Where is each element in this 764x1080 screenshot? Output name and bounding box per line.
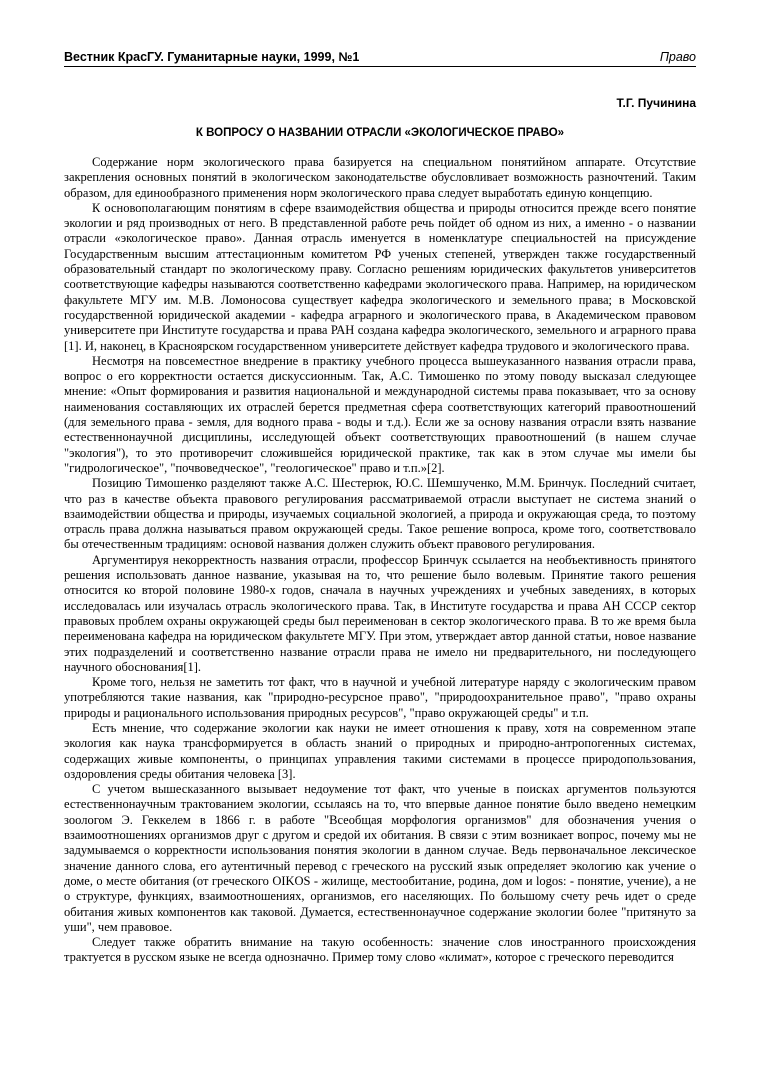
paragraph: Кроме того, нельзя не заметить тот факт, что в научной и учебной литературе наряду с экологическим правом употребляются такие названия, как "природно-ресурсное право", "природоохранительное право", "право охраны природы и рационального использования природных ресурсов", "право окружающей среды" и т.п.	[64, 675, 696, 720]
section-name: Право	[659, 50, 696, 64]
header-divider	[64, 66, 696, 67]
paragraph: Есть мнение, что содержание экологии как науки не имеет отношения к праву, хотя на современном этапе экология как наука трансформируется в область знаний о природных и природно-антропогенных системах, содержащих живые компоненты, о принципах управления такими системами в процессе природопользования, оздоровления среды обитания человека [3].	[64, 720, 696, 781]
article-title: К ВОПРОСУ О НАЗВАНИИ ОТРАСЛИ «ЭКОЛОГИЧЕСКОЕ ПРАВО»	[195, 127, 565, 139]
article-body	[64, 155, 696, 966]
running-header	[64, 44, 696, 64]
paragraph: Содержание норм экологического права базируется на специальном понятийном аппарате. Отсутствие закрепления основных понятий в экологическом законодательстве обусловливает возможность разночтений. Таким образом, для единообразного применения норм экологического права следует выработать единую концепцию.	[64, 155, 696, 200]
paragraph: Следует также обратить внимание на такую особенность: значение слов иностранного происхождения трактуется в русском языке не всегда однозначно. Пример тому слово «климат», которое с греческого переводится	[64, 935, 696, 965]
paragraph: Позицию Тимошенко разделяют также А.С. Шестерюк, Ю.С. Шемшученко, М.М. Бринчук. Последний считает, что раз в качестве объекта правового регулирования рассматриваемой отрасли выступает не система знаний о взаимодействии общества и природы, изучаемых социальной экологией, а природа и окружающая среда, то поэтому отрасль права должна называться правом окружающей среды. Такое решение вопроса, кроме того, соответствовало бы отечественным традициям: основой названия должен служить объект правового регулирования.	[64, 476, 696, 552]
paragraph: Несмотря на повсеместное внедрение в практику учебного процесса вышеуказанного названия отрасли права, вопрос о его корректности остается дискуссионным. Так, А.С. Тимошенко по этому поводу высказал следующее мнение: «Опыт формирования и развития национальной и международной системы права показывает, что за основу наименования составляющих их отраслей берется предметная сфера соответствующих категорий правоотношений (для земельного права - земля, для водного права - воды и т.д.). Если же за основу названия отрасли взять название естественнонаучной дисциплины, исследующей объект соответствующих правоотношений (в нашем случае "экология"), то это противоречит сложившейся юридической практике, так как в этом случае мы имели бы "гидрологическое", "почвоведческое", "геологическое" право и т.п.»[2].	[64, 353, 696, 475]
journal-title: Вестник КрасГУ. Гуманитарные науки, 1999, №1	[64, 50, 360, 64]
article-author: Т.Г. Пучинина	[616, 96, 696, 110]
paragraph: Аргументируя некорректность названия отрасли, профессор Бринчук ссылается на необъективность принятого решения использовать данное название, указывая на то, что решение было волевым. Принятие такого решения относится ко второй половине 1980-х годов, сначала в научных учреждениях и учебных заведениях, в которых исследовалась или изучалась отрасль экологического права. Так, в Институте государства и права АН СССР сектор правовых проблем охраны окружающей среды был переименован в сектор экологического права. В то же время была переименована кафедра на юридическом факультете МГУ. При этом, утверждает автор данной статьи, новое название этих подразделений и соответственно название отрасли права не имело ни предварительного, ни последующего научного обоснования[1].	[64, 552, 696, 674]
paragraph: С учетом вышесказанного вызывает недоумение тот факт, что ученые в поисках аргументов пользуются естественнонаучным трактованием экологии, ссылаясь на то, что впервые данное понятие было введено немецким зоологом Э. Геккелем в 1866 г. в работе "Всеобщая морфология организмов" для обозначения учения о взаимоотношениях организмов друг с другом и средой их обитания. В связи с этим возникает вопрос, почему мы не задумываемся о корректности использования понятия экологии в данном случае. Ведь первоначальное лексическое значение данного слова, его аутентичный перевод с греческого на русский язык определяет экологию как учение о доме, о месте обитания (от греческого OIKOS - жилище, местообитание, родина, дом и logos: - понятие, учение), а не о структуре, функциях, взаимоотношениях, организмов, его населяющих. По большому счету речь идет о среде обитания живых компонентов как таковой. Думается, естественнонаучное содержание экологии более "притянуто за уши", чем правовое.	[64, 782, 696, 934]
paragraph: К основополагающим понятиям в сфере взаимодействия общества и природы относится прежде всего понятие экологии и ряд производных от него. В представленной работе речь пойдет об одном из них, а именно - о названии отрасли «экологическое право». Данная отрасль именуется в номенклатуре специальностей на присуждение Государственным высшим аттестационным комитетом РФ ученых степеней, утвержден также государственный образовательный стандарт по экологическому праву. Согласно решениям юридических факультетов университетов соответствующие кафедры называются соответственно кафедрами экологического права. Например, на юридическом факультете МГУ им. М.В. Ломоносова существует кафедра экологического и земельного права; в Московской государственной юридической академии - кафедра аграрного и экологического права, в Академическом правовом университете при Институте государства и права РАН создана кафедра экологического, земельного и аграрного права [1]. И, наконец, в Красноярском государственном университете действует кафедра трудового и экологического права.	[64, 200, 696, 353]
